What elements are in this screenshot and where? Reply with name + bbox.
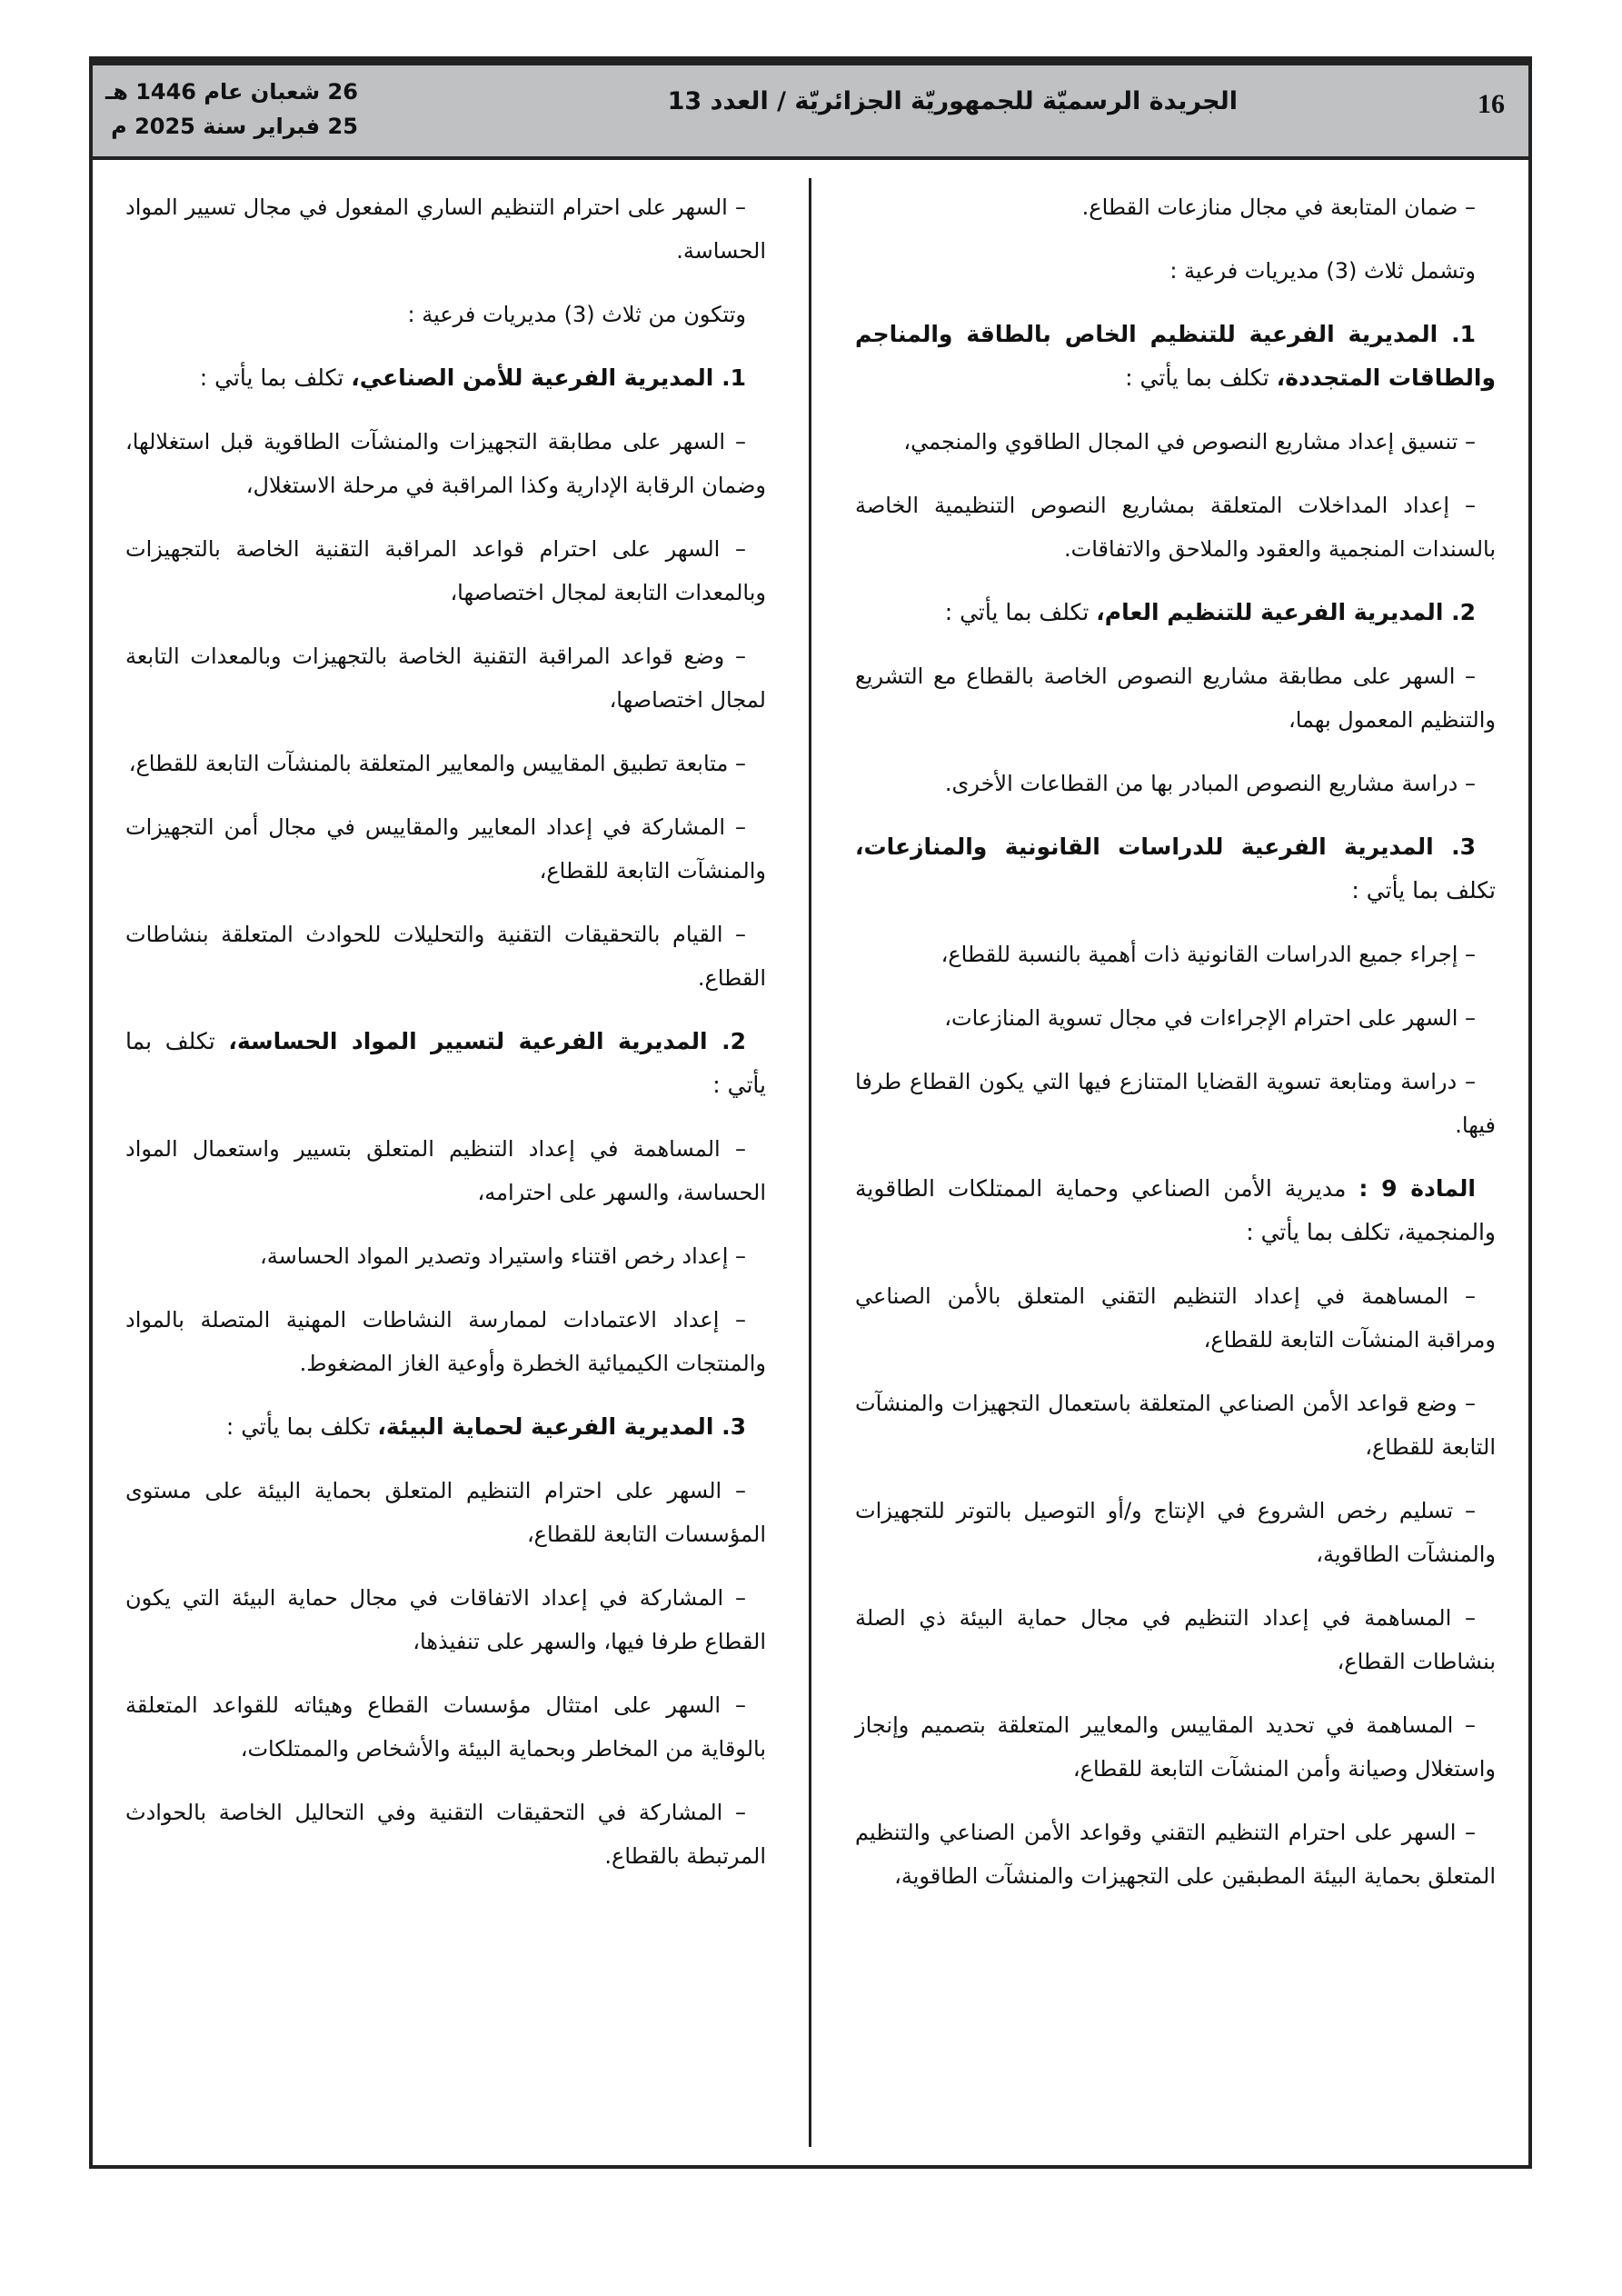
list-item: – المساهمة في إعداد التنظيم المتعلق بتسيير واستعمال المواد الحساسة، والسهر على احترامه،	[125, 1136, 766, 1205]
heading-rest: تكلف بما يأتي :	[944, 599, 1097, 625]
list-item: – المشاركة في إعداد الاتفاقات في مجال حماية البيئة التي يكون القطاع طرفا فيها، والسهر على تنفيذها،	[125, 1585, 766, 1654]
list-item: – السهر على احترام التنظيم المتعلق بحماية البيئة على مستوى المؤسسات التابعة للقطاع،	[125, 1478, 766, 1547]
gazette-header	[93, 60, 1528, 160]
heading-rest: تكلف بما يأتي :	[1351, 877, 1496, 903]
heading-rest: مديرية الأمن الصناعي وحماية الممتلكات الطاقوية والمنجمية، تكلف بما يأتي :	[855, 1175, 1496, 1245]
list-item: – إعداد الاعتمادات لممارسة النشاطات المهنية المتصلة بالمواد والمنتجات الكيميائية الخطرة وأوعية الغاز المضغوط.	[125, 1307, 766, 1376]
list-item: – دراسة مشاريع النصوص المبادر بها من القطاعات الأخرى.	[944, 771, 1476, 796]
right-column	[855, 185, 1496, 1918]
list-item: – السهر على مطابقة مشاريع النصوص الخاصة بالقطاع مع التشريع والتنظيم المعمول بهما،	[855, 664, 1496, 733]
list-item: – السهر على احترام التنظيم التقني وقواعد الأمن الصناعي والتنظيم المتعلق بحماية البيئة المطبقين على التجهيزات والمنشآت الطاقوية،	[855, 1820, 1496, 1889]
heading-rest: تكلف بما يأتي :	[225, 1413, 378, 1440]
heading-title: المادة 9 :	[1358, 1175, 1476, 1202]
paragraph: وتتكون من ثلاث (3) مديريات فرعية :	[407, 302, 746, 327]
heading-title: 1. المديرية الفرعية للتنظيم الخاص بالطاقة والمناجم والطاقات المتجددة،	[855, 321, 1496, 391]
heading-title: 1. المديرية الفرعية للأمن الصناعي،	[351, 364, 746, 391]
list-item: – تنسيق إعداد مشاريع النصوص في المجال الطاقوي والمنجمي،	[903, 429, 1476, 454]
list-item: – المساهمة في إعداد التنظيم في مجال حماية البيئة ذي الصلة بنشاطات القطاع،	[855, 1605, 1496, 1674]
heading-title: 3. المديرية الفرعية لحماية البيئة،	[377, 1413, 746, 1440]
heading-title: 3. المديرية الفرعية للدراسات القانونية والمنازعات،	[855, 834, 1476, 860]
list-item: – وضع قواعد المراقبة التقنية الخاصة بالتجهيزات وبالمعدات التابعة لمجال اختصاصها،	[125, 644, 766, 713]
heading-title: 2. المديرية الفرعية للتنظيم العام،	[1096, 599, 1476, 625]
list-item: – إعداد رخص اقتناء واستيراد وتصدير المواد الحساسة،	[260, 1243, 746, 1269]
list-item: – السهر على احترام التنظيم الساري المفعول في مجال تسيير المواد الحساسة.	[125, 195, 766, 264]
list-item: – المساهمة في إعداد التنظيم التقني المتعلق بالأمن الصناعي ومراقبة المنشآت التابعة للقطاع،	[855, 1283, 1496, 1353]
list-item: – القيام بالتحقيقات التقنية والتحليلات للحوادث المتعلقة بنشاطات القطاع.	[125, 922, 766, 991]
section-heading	[855, 313, 1496, 400]
list-item: – وضع قواعد الأمن الصناعي المتعلقة باستعمال التجهيزات والمنشآت التابعة للقطاع،	[855, 1391, 1496, 1460]
list-item: – المساهمة في تحديد المقاييس والمعايير المتعلقة بتصميم وإنجاز واستغلال وصيانة وأمن المنشآت التابعة للقطاع،	[855, 1712, 1496, 1782]
column-divider	[809, 178, 811, 2147]
list-item: – السهر على مطابقة التجهيزات والمنشآت الطاقوية قبل استغلالها، وضمان الرقابة الإدارية وكذا المراقبة في مرحلة الاستغلال،	[125, 429, 766, 498]
list-item: – متابعة تطبيق المقاييس والمعايير المتعلقة بالمنشآت التابعة للقطاع،	[128, 751, 746, 776]
list-item: – ضمان المتابعة في مجال منازعات القطاع.	[1081, 195, 1476, 220]
gazette-title: الجريدة الرسميّة للجمهوريّة الجزائريّة / العدد 13	[667, 87, 1238, 115]
section-heading	[125, 1405, 766, 1449]
list-item: – السهر على احترام الإجراءات في مجال تسوية المنازعات،	[944, 1005, 1476, 1031]
section-heading	[855, 825, 1496, 913]
heading-rest: تكلف بما يأتي :	[125, 1028, 766, 1098]
page-frame	[89, 56, 1532, 2169]
section-heading	[855, 1167, 1496, 1254]
date-gregorian: 25 فبراير سنة 2025 م	[111, 114, 358, 139]
left-column	[125, 185, 766, 1898]
page-number: 16	[1478, 89, 1505, 119]
list-item: – المشاركة في إعداد المعايير والمقاييس في مجال أمن التجهيزات والمنشآت التابعة للقطاع،	[125, 814, 766, 883]
date-hijri: 26 شعبان عام 1446 هـ	[105, 79, 358, 105]
list-item: – إعداد المداخلات المتعلقة بمشاريع النصوص التنظيمية الخاصة بالسندات المنجمية والعقود والملاحق والاتفاقات.	[855, 493, 1496, 562]
list-item: – السهر على احترام قواعد المراقبة التقنية الخاصة بالتجهيزات وبالمعدات التابعة لمجال اختصاصها،	[125, 536, 766, 605]
list-item: – دراسة ومتابعة تسوية القضايا المتنازع فيها التي يكون القطاع طرفا فيها.	[855, 1069, 1496, 1138]
section-heading	[125, 1020, 766, 1107]
issue-date	[105, 75, 358, 144]
heading-rest: تكلف بما يأتي :	[199, 364, 352, 391]
list-item: – إجراء جميع الدراسات القانونية ذات أهمية بالنسبة للقطاع،	[940, 942, 1476, 967]
section-heading	[125, 356, 766, 400]
paragraph: وتشمل ثلاث (3) مديريات فرعية :	[1169, 258, 1476, 284]
heading-title: 2. المديرية الفرعية لتسيير المواد الحساسة،	[228, 1028, 746, 1054]
list-item: – المشاركة في التحقيقات التقنية وفي التحاليل الخاصة بالحوادث المرتبطة بالقطاع.	[125, 1800, 766, 1869]
list-item: – تسليم رخص الشروع في الإنتاج و/أو التوصيل بالتوتر للتجهيزات والمنشآت الطاقوية،	[855, 1498, 1496, 1567]
section-heading	[855, 591, 1496, 634]
heading-rest: تكلف بما يأتي :	[1125, 364, 1277, 391]
list-item: – السهر على امتثال مؤسسات القطاع وهيئاته للقواعد المتعلقة بالوقاية من المخاطر وبحماية البيئة والأشخاص والممتلكات،	[125, 1692, 766, 1762]
